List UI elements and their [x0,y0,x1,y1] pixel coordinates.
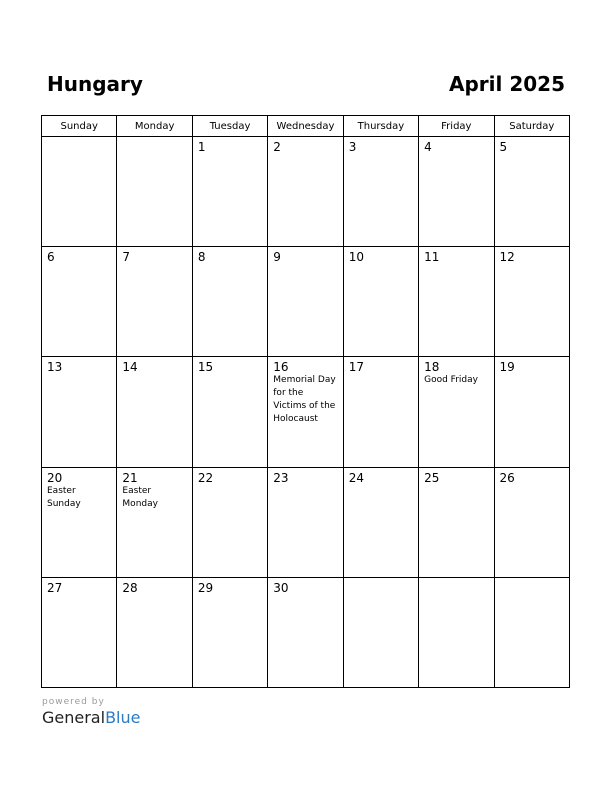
day-number: 25 [424,470,440,485]
day-cell [268,577,343,687]
day-cell [268,467,343,577]
day-cell [343,577,418,687]
day-number: 18 [424,360,440,375]
holiday-label: Easter Sunday [47,485,81,509]
day-cell [192,467,267,577]
day-number: 16 [273,360,289,375]
day-number: 14 [122,360,138,375]
country-title: Hungary [47,72,143,96]
day-number: 24 [348,470,364,485]
day-cell [117,357,192,467]
day-number: 11 [424,250,440,265]
holiday-label: Good Friday [424,375,478,386]
holiday-label: Easter Monday [122,485,158,509]
day-cell [494,467,569,577]
day-cell [42,137,117,247]
day-cell [117,467,192,577]
day-number: 26 [499,470,515,485]
day-cell [42,577,117,687]
day-cell [494,357,569,467]
weekday-monday: Monday [117,116,192,137]
day-cell [494,137,569,247]
day-number: 9 [273,250,281,265]
weekday-header-row [42,116,570,137]
day-number: 30 [273,580,289,595]
day-cell [42,247,117,357]
day-cell [117,137,192,247]
day-cell [343,247,418,357]
week-row [42,577,570,687]
brand-blue-text: Blue [105,708,141,727]
day-cell [192,357,267,467]
brand-general-text: General [42,708,106,727]
day-number: 10 [348,250,364,265]
day-number: 17 [348,360,364,375]
day-cell [42,467,117,577]
day-cell [419,357,494,467]
day-cell [192,137,267,247]
day-cell [343,467,418,577]
day-number: 6 [47,250,55,265]
day-cell [192,247,267,357]
day-number: 12 [499,250,515,265]
day-number: 28 [122,580,138,595]
day-cell [494,247,569,357]
day-number: 22 [197,470,214,485]
day-cell [419,577,494,687]
day-number: 8 [197,250,206,265]
day-number: 3 [348,140,357,154]
day-cell [494,577,569,687]
month-year-title: April 2025 [449,72,565,96]
day-cell [117,247,192,357]
day-cell [117,577,192,687]
holiday-label: Memorial Day for the Victims of the Holocaust [273,375,336,425]
day-cell [268,247,343,357]
day-number: 4 [424,140,432,154]
calendar-grid [41,115,570,688]
day-cell [343,357,418,467]
weekday-saturday: Saturday [494,116,569,137]
day-cell [419,467,494,577]
powered-by-label: powered by [42,697,105,707]
day-number: 5 [499,140,508,154]
week-row [42,467,570,577]
day-cell [192,577,267,687]
weekday-sunday: Sunday [42,116,117,137]
day-number: 29 [197,580,214,595]
week-row [42,357,570,467]
day-number: 20 [47,470,63,485]
day-cell [42,357,117,467]
day-cell [419,247,494,357]
generalblue-logo [42,708,140,727]
day-cell [419,137,494,247]
weekday-thursday: Thursday [343,116,418,137]
day-number: 1 [197,140,206,154]
week-row [42,137,570,247]
day-cell [268,137,343,247]
day-number: 15 [197,360,214,375]
day-number: 2 [273,140,281,154]
day-number: 7 [122,250,131,265]
week-row [42,247,570,357]
day-number: 23 [273,470,289,485]
day-number: 27 [47,580,63,595]
footer-branding [42,697,140,727]
day-cell [343,137,418,247]
day-number: 13 [47,360,63,375]
weekday-wednesday: Wednesday [268,116,343,137]
day-number: 19 [499,360,515,375]
day-number: 21 [122,470,138,485]
day-cell [268,357,343,467]
weekday-tuesday: Tuesday [192,116,267,137]
weekday-friday: Friday [419,116,494,137]
